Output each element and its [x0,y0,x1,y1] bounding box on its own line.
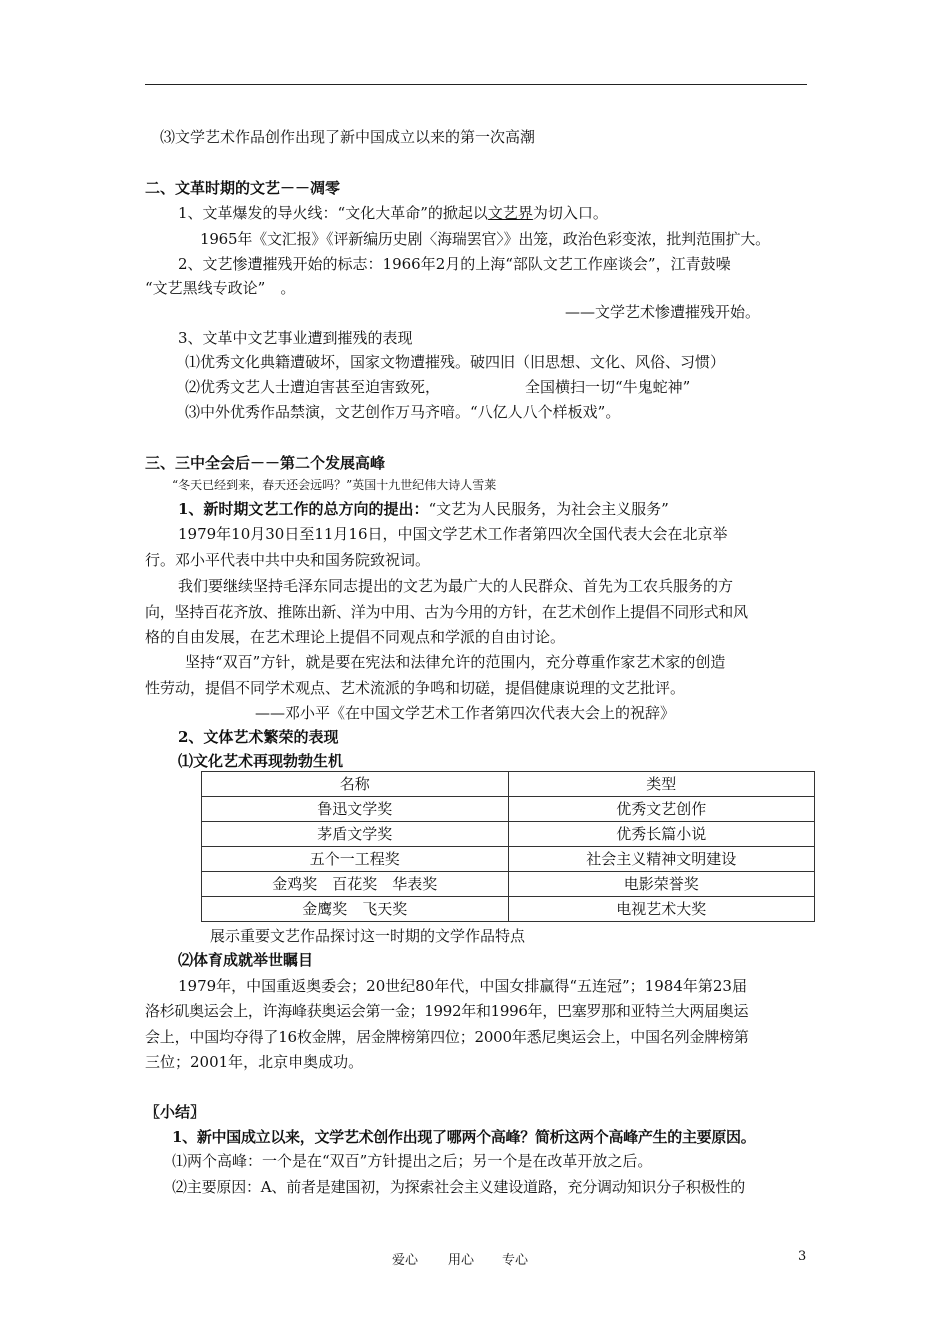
table-cell: 金鸡奖 百花奖 华表奖 [202,872,509,897]
table-cell: 优秀长篇小说 [508,822,815,847]
summary-question: 1、新中国成立以来，文学艺术创作出现了哪两个高峰？简析这两个高峰产生的主要原因。 [172,1128,756,1146]
section3-sub2-2: ⑵体育成就举世瞩目 [178,951,314,969]
section2-p3-item3: ⑶中外优秀作品禁演，文艺创作万马齐喑。“八亿人八个样板戏”。 [185,403,621,421]
table-row [202,847,815,872]
table-cell: 鲁迅文学奖 [202,797,509,822]
section2-p2-line2: “文艺黑线专政论” 。 [145,279,296,297]
awards-table [201,771,815,922]
section2-p3-item1: ⑴优秀文化典籍遭破坏，国家文物遭摧残。破四旧（旧思想、文化、风俗、习惯） [185,353,726,371]
section3-para2-line3: 格的自由发展，在艺术理论上提倡不同观点和学派的自由讨论。 [145,628,566,646]
summary-answer1: ⑴两个高峰：一个是在“双百”方针提出之后；另一个是在改革开放之后。 [172,1152,653,1170]
top-item: ⑶文学艺术作品创作出现了新中国成立以来的第一次高潮 [160,128,536,146]
section2-p1: 1、文革爆发的导火线：“文化大革命”的掀起以文艺界为切入口。 [178,204,608,222]
table-note: 展示重要文艺作品探讨这一时期的文学作品特点 [210,927,526,945]
section3-para3-line2: 性劳动，提倡不同学术观点、艺术流派的争鸣和切磋，提倡健康说理的文艺批评。 [145,679,686,697]
section2-p2-tail: ——文学艺术惨遭摧残开始。 [565,303,761,321]
summary-answer2: ⑵主要原因：A、前者是建国初，为探索社会主义建设道路，充分调动知识分子积极性的 [172,1178,746,1196]
table-cell: 茅盾文学奖 [202,822,509,847]
section2-heading: 二、文革时期的文艺－－凋零 [145,179,341,197]
sports-line4: 三位；2001年，北京申奥成功。 [145,1053,364,1071]
section2-p2-line1: 2、文艺惨遭摧残开始的标志：1966年2月的上海“部队文艺工作座谈会”，江青鼓噪 [178,255,731,273]
sports-line2: 洛杉矶奥运会上，许海峰获奥运会第一金；1992年和1996年，巴塞罗那和亚特兰大两届奥运 [145,1002,749,1020]
section3-quote: “冬天已经到来，春天还会远吗？”英国十九世纪伟大诗人雪莱 [172,478,497,492]
sports-line3: 会上，中国均夺得了16枚金牌，居金牌榜第四位；2000年悉尼奥运会上，中国名列金牌榜第 [145,1028,749,1046]
section3-para2-line1: 我们要继续坚持毛泽东同志提出的文艺为最广大的人民群众、首先为工农兵服务的方 [178,577,734,595]
table-cell: 优秀文艺创作 [508,797,815,822]
section3-sub2-1: ⑴文化艺术再现勃勃生机 [178,752,344,770]
section3-para1-line1: 1979年10月30日至11月16日，中国文学艺术工作者第四次全国代表大会在北京举 [178,525,728,543]
table-row [202,872,815,897]
section3-attribution: ——邓小平《在中国文学艺术工作者第四次代表大会上的祝辞》 [255,704,676,722]
table-row [202,822,815,847]
table-header-row [202,772,815,797]
table-row [202,897,815,922]
footer-motto-3: 专心 [502,1253,529,1268]
table-header-type: 类型 [508,772,815,797]
section3-heading: 三、三中全会后－－第二个发展高峰 [145,454,386,472]
page-number: 3 [798,1249,807,1264]
table-cell: 电视艺术大奖 [508,897,815,922]
section3-sub2: 2、文体艺术繁荣的表现 [178,728,339,746]
section2-p3-item2: ⑵优秀文艺人士遭迫害甚至迫害致死， [185,378,441,396]
footer-motto-2: 用心 [448,1253,475,1268]
section2-p3: 3、文革中文艺事业遭到摧残的表现 [178,329,413,347]
section2-p1-detail: 1965年《文汇报》《评新编历史剧〈海瑞罢官〉》出笼，政治色彩变浓，批判范围扩大。 [200,230,770,248]
sports-line1: 1979年，中国重返奥委会；20世纪80年代，中国女排赢得“五连冠”；1984年第23届 [178,977,747,995]
section3-para3-line1: 坚持“双百”方针，就是要在宪法和法律允许的范围内，充分尊重作家艺术家的创造 [185,653,726,671]
table-cell: 电影荣誉奖 [508,872,815,897]
table-cell: 五个一工程奖 [202,847,509,872]
table-cell: 金鹰奖 飞天奖 [202,897,509,922]
table-cell: 社会主义精神文明建设 [508,847,815,872]
section3-sub1: 1、新时期文艺工作的总方向的提出：“文艺为人民服务，为社会主义服务” [178,500,669,518]
underlined-term: 文艺界 [487,204,533,222]
section3-para1-line2: 行。邓小平代表中共中央和国务院致祝词。 [145,551,431,569]
summary-heading: 〖小结〗 [145,1103,206,1121]
table-row [202,797,815,822]
section2-p3-item2-tail: 全国横扫一切“牛鬼蛇神” [525,378,691,396]
section3-para2-line2: 向，坚持百花齐放、推陈出新、洋为中用、古为今用的方针，在艺术创作上提倡不同形式和风 [145,603,748,621]
header-rule [145,84,807,85]
footer-motto-1: 爱心 [392,1253,419,1268]
table-header-name: 名称 [202,772,509,797]
